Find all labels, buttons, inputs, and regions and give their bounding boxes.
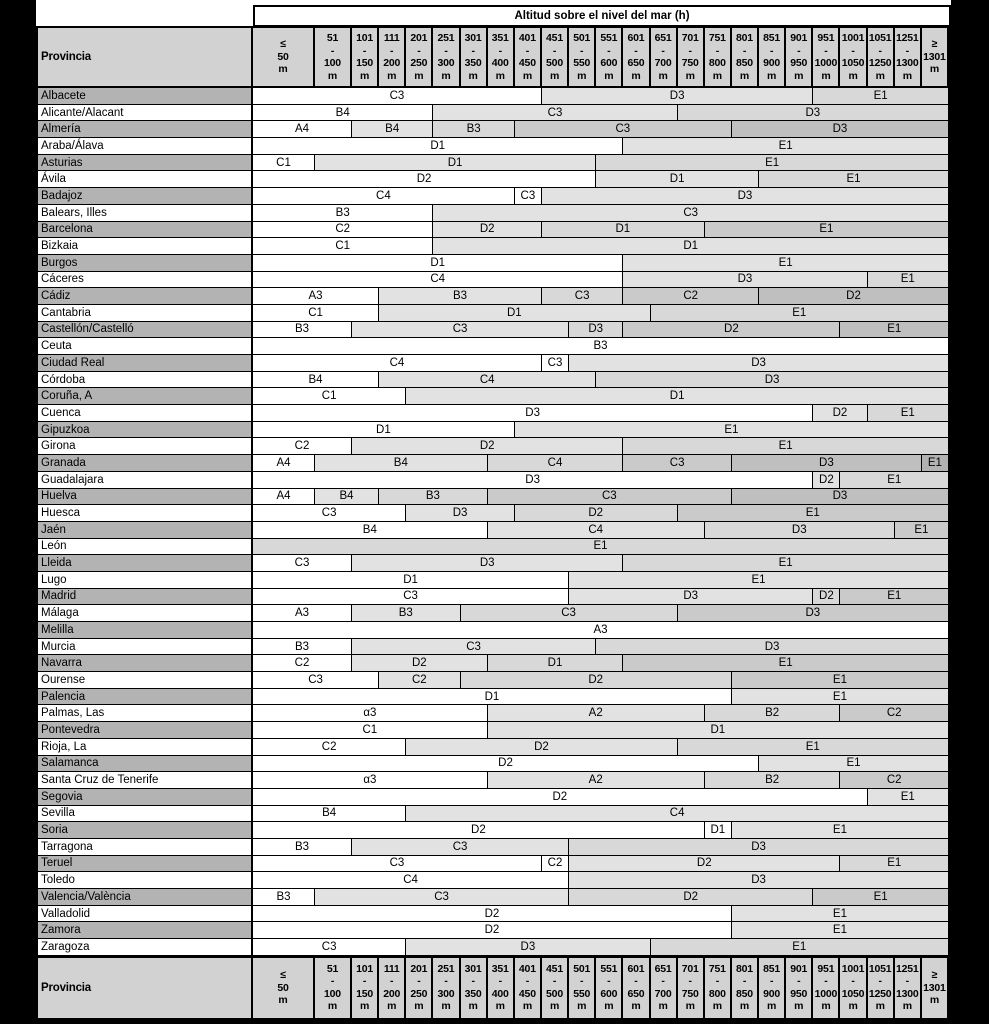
climate-zone-cell: C1 [253,238,433,255]
climate-zone-cell: D2 [759,288,949,305]
province-cell: Almería [38,121,253,138]
climate-zone-cell: E1 [253,539,949,556]
climate-zone-cell: C3 [488,489,732,506]
top-altitude-column-header: 111 - 200 m [379,28,406,88]
province-cell: Tarragona [38,839,253,856]
top-altitude-column-header: 401 - 450 m [515,28,542,88]
bottom-altitude-column-header: 601 - 650 m [623,956,650,1018]
climate-zone-cell: D1 [433,238,949,255]
climate-zone-cell: D3 [542,188,949,205]
climate-zone-cell: C1 [253,305,379,322]
province-cell: Rioja, La [38,739,253,756]
climate-zone-cell: D2 [253,922,732,939]
climate-zone-cell: E1 [678,739,949,756]
bottom-altitude-column-header: 111 - 200 m [379,956,406,1018]
province-cell: Madrid [38,589,253,606]
province-cell: Teruel [38,856,253,873]
climate-zone-cell: C3 [352,839,569,856]
bottom-altitude-column-header: 901 - 950 m [786,956,813,1018]
province-cell: Lugo [38,572,253,589]
climate-zone-cell: C4 [253,272,623,289]
top-altitude-column-header: 201 - 250 m [406,28,433,88]
climate-zone-cell: B3 [253,839,352,856]
province-cell: Sevilla [38,806,253,823]
province-cell: Zamora [38,922,253,939]
climate-zone-cell: D2 [813,472,840,489]
top-altitude-column-header: 601 - 650 m [623,28,650,88]
bottom-altitude-column-header: 51 - 100 m [315,956,352,1018]
climate-zone-cell: D2 [352,438,623,455]
climate-zone-cell: C3 [352,322,569,339]
province-cell: Málaga [38,605,253,622]
bottom-altitude-column-header: 251 - 300 m [433,956,460,1018]
province-cell: Badajoz [38,188,253,205]
province-cell: Araba/Álava [38,138,253,155]
province-cell: Zaragoza [38,939,253,956]
climate-zone-cell: D3 [406,505,515,522]
climate-zone-cell: D2 [461,672,732,689]
climate-zone-cell: E1 [596,155,949,172]
top-altitude-column-header: 701 - 750 m [678,28,705,88]
bottom-altitude-column-header: ≥ 1301 m [922,956,949,1018]
province-cell: Castellón/Castelló [38,322,253,339]
climate-zone-cell: D2 [406,739,677,756]
bottom-altitude-column-header: 651 - 700 m [651,956,678,1018]
climate-zone-cell: E1 [813,889,949,906]
climate-zone-cell: D3 [569,872,949,889]
climate-zone-cell: A3 [253,622,949,639]
climate-zone-cell: E1 [623,438,949,455]
climate-zone-cell: E1 [840,856,949,873]
climate-zone-cell: B3 [379,489,488,506]
bottom-altitude-column-header: 1051 - 1250 m [868,956,895,1018]
climate-zone-cell: D3 [596,639,949,656]
province-cell: Albacete [38,88,253,105]
province-cell: Granada [38,455,253,472]
climate-zone-cell: B4 [253,372,379,389]
bottom-altitude-column-header: 951 - 1000 m [813,956,840,1018]
climate-zone-cell: E1 [922,455,949,472]
province-cell: Cuenca [38,405,253,422]
bottom-altitude-column-header: 301 - 350 m [461,956,488,1018]
altitude-band-title: Altitud sobre el nivel del mar (h) [253,5,951,27]
climate-zone-cell: B3 [253,889,315,906]
top-altitude-column-header: 951 - 1000 m [813,28,840,88]
bottom-altitude-column-header: 551 - 600 m [596,956,623,1018]
climate-zone-cell: D3 [732,121,949,138]
climate-zone-cell: E1 [868,789,949,806]
climate-zone-cell: D1 [596,171,759,188]
bottom-altitude-column-header: ≤ 50 m [253,956,315,1018]
province-cell: Melilla [38,622,253,639]
climate-zone-cell: C3 [623,455,732,472]
bottom-altitude-column-header: 1251 - 1300 m [895,956,922,1018]
top-altitude-column-header: 251 - 300 m [433,28,460,88]
climate-zone-cell: C2 [623,288,759,305]
climate-zone-cell: B2 [705,705,841,722]
province-cell: Soria [38,822,253,839]
bottom-altitude-column-header: 501 - 550 m [569,956,596,1018]
climate-zone-cell: D1 [542,222,705,239]
climate-zone-cell: C3 [253,672,379,689]
climate-zone-cell: D1 [253,689,732,706]
bottom-altitude-column-header: 801 - 850 m [732,956,759,1018]
top-altitude-column-header: 851 - 900 m [759,28,786,88]
climate-zone-cell: C2 [253,655,352,672]
climate-zone-cell: C3 [253,555,352,572]
climate-zone-cell: D3 [253,405,813,422]
climate-zone-cell: E1 [732,689,949,706]
climate-zone-cell: C3 [515,188,542,205]
climate-zone-cell: E1 [759,171,949,188]
top-altitude-column-header: 301 - 350 m [461,28,488,88]
climate-zone-cell: E1 [515,422,949,439]
climate-zone-cell: B3 [433,121,514,138]
climate-zone-cell: D2 [253,822,705,839]
climate-zone-cell: C4 [406,806,949,823]
climate-zone-cell: C3 [542,288,623,305]
climate-zone-cell: D1 [315,155,596,172]
province-cell: Cáceres [38,272,253,289]
bottom-altitude-column-header: 101 - 150 m [352,956,379,1018]
province-cell: Girona [38,438,253,455]
climate-zone-cell: A2 [488,705,705,722]
climate-zone-cell: C4 [379,372,596,389]
province-cell: Huesca [38,505,253,522]
climate-zone-cell: B4 [315,489,379,506]
province-cell: Murcia [38,639,253,656]
climate-zone-cell: D3 [596,372,949,389]
climate-zone-cell: B3 [253,639,352,656]
climate-zone-cell: B4 [352,121,433,138]
province-cell: Toledo [38,872,253,889]
climate-zone-cell: D1 [253,255,623,272]
climate-zone-cell: D2 [569,889,813,906]
top-altitude-column-header: 51 - 100 m [315,28,352,88]
climate-zone-cell: D2 [253,906,732,923]
climate-zone-cell: C2 [253,438,352,455]
climate-zone-cell: E1 [732,672,949,689]
province-cell: Valladolid [38,906,253,923]
top-provincia-header-cell: Provincia [38,28,253,88]
climate-zone-cell: C4 [253,355,542,372]
climate-zone-cell: C2 [379,672,460,689]
province-cell: Santa Cruz de Tenerife [38,772,253,789]
climate-zone-cell: A2 [488,772,705,789]
climate-zone-cell: A3 [253,605,352,622]
climate-zone-cell: B4 [315,455,488,472]
climate-zone-cell: D2 [623,322,840,339]
climate-zone-cell: D3 [623,272,867,289]
climate-zone-cell: C3 [253,939,406,956]
province-cell: Ourense [38,672,253,689]
climate-zone-cell: D2 [352,655,488,672]
province-cell: Balears, Illes [38,205,253,222]
climate-zone-cell: B2 [705,772,841,789]
bottom-altitude-column-header: 851 - 900 m [759,956,786,1018]
climate-zone-cell: C2 [253,222,433,239]
climate-zone-cell: D1 [253,572,569,589]
climate-zone-cell: α3 [253,705,488,722]
climate-zone-cell: E1 [759,756,949,773]
climate-zone-cell: C3 [515,121,732,138]
province-cell: Ceuta [38,338,253,355]
climate-zone-cell: E1 [569,572,949,589]
climate-zone-cell: C1 [253,388,406,405]
province-cell: Pontevedra [38,722,253,739]
climate-zone-cell: B3 [379,288,542,305]
climate-zone-cell: D2 [515,505,678,522]
climate-zone-cell: D3 [569,322,623,339]
climate-zone-cell: C1 [253,722,488,739]
climate-zone-cell: E1 [732,906,949,923]
climate-zone-cell: E1 [732,822,949,839]
top-altitude-column-header: ≤ 50 m [253,28,315,88]
climate-zone-cell: E1 [813,88,949,105]
climate-zone-cell: D3 [678,605,949,622]
climate-zone-cell: D1 [488,655,624,672]
climate-zone-cell: D1 [253,422,515,439]
climate-zone-cell: D3 [732,489,949,506]
climate-zone-cell: E1 [678,505,949,522]
climate-zone-cell: E1 [840,322,949,339]
climate-zone-cell: C2 [253,739,406,756]
bottom-provincia-header-cell: Provincia [38,956,253,1018]
climate-zone-cell: C4 [488,455,624,472]
climate-zone-cell: D2 [813,405,867,422]
climate-zone-cell: E1 [623,138,949,155]
climate-zone-cell: D3 [569,589,813,606]
province-cell: Cádiz [38,288,253,305]
climate-zone-cell: D2 [813,589,840,606]
top-altitude-column-header: 651 - 700 m [651,28,678,88]
top-altitude-column-header: 901 - 950 m [786,28,813,88]
climate-zone-cell: B3 [253,205,433,222]
top-altitude-column-header: 101 - 150 m [352,28,379,88]
top-altitude-column-header: 1251 - 1300 m [895,28,922,88]
climate-zone-cell: E1 [651,305,950,322]
top-altitude-column-header: 1001 - 1050 m [840,28,867,88]
climate-zone-cell: B4 [253,522,488,539]
climate-zone-cell: B3 [253,338,949,355]
province-cell: Cantabria [38,305,253,322]
climate-zone-cell: D3 [569,355,949,372]
climate-zone-cell: C2 [542,856,569,873]
climate-zone-cell: B3 [352,605,461,622]
province-cell: Bizkaia [38,238,253,255]
climate-zone-cell: D3 [253,472,813,489]
climate-zone-cell: C3 [542,355,569,372]
climate-zone-cell: E1 [623,655,949,672]
climate-zone-cell: C3 [433,205,949,222]
climate-zone-cell: D1 [379,305,650,322]
climate-zone-cell: C3 [433,105,677,122]
climate-zone-cell: D2 [253,756,759,773]
climate-zone-cell: E1 [623,555,949,572]
top-altitude-column-header: 351 - 400 m [488,28,515,88]
climate-zone-cell: E1 [623,255,949,272]
climate-zone-cell: C4 [488,522,705,539]
climate-zone-cell: C3 [352,639,596,656]
province-cell: Navarra [38,655,253,672]
bottom-altitude-column-header: 401 - 450 m [515,956,542,1018]
province-cell: Palmas, Las [38,705,253,722]
climate-zone-cell: α3 [253,772,488,789]
climate-zone-cell: D2 [569,856,840,873]
climate-zone-cell: D3 [406,939,650,956]
climate-zone-cell: D3 [678,105,949,122]
climate-zone-cell: D1 [253,138,623,155]
province-cell: Asturias [38,155,253,172]
climate-zone-cell: D1 [705,822,732,839]
climate-zone-table [36,26,951,1020]
bottom-altitude-column-header: 201 - 250 m [406,956,433,1018]
climate-zone-cell: A4 [253,489,315,506]
province-cell: Guadalajara [38,472,253,489]
top-altitude-column-header: 551 - 600 m [596,28,623,88]
climate-zone-cell: C2 [840,705,949,722]
province-cell: Segovia [38,789,253,806]
province-cell: Ávila [38,171,253,188]
climate-zone-cell: E1 [868,405,949,422]
climate-zone-cell: C4 [253,872,569,889]
document-page [36,0,951,1020]
bottom-altitude-column-header: 751 - 800 m [705,956,732,1018]
climate-zone-cell: B4 [253,105,433,122]
province-cell: Barcelona [38,222,253,239]
climate-zone-cell: D2 [433,222,542,239]
climate-zone-cell: D1 [406,388,949,405]
climate-zone-cell: E1 [840,472,949,489]
province-cell: Gipuzkoa [38,422,253,439]
climate-zone-cell: C3 [253,856,542,873]
climate-zone-cell: D2 [253,171,596,188]
province-cell: Jaén [38,522,253,539]
climate-zone-cell: E1 [840,589,949,606]
climate-zone-cell: B4 [253,806,406,823]
climate-zone-cell: C3 [253,589,569,606]
climate-zone-cell: E1 [651,939,950,956]
climate-zone-cell: E1 [705,222,949,239]
climate-zone-cell: D3 [732,455,922,472]
climate-zone-cell: E1 [895,522,949,539]
climate-zone-cell: D3 [542,88,813,105]
climate-zone-cell: C3 [461,605,678,622]
province-cell: León [38,539,253,556]
province-cell: Valencia/València [38,889,253,906]
bottom-altitude-column-header: 351 - 400 m [488,956,515,1018]
climate-zone-cell: C4 [253,188,515,205]
bottom-altitude-column-header: 451 - 500 m [542,956,569,1018]
top-altitude-column-header: 751 - 800 m [705,28,732,88]
top-altitude-column-header: ≥ 1301 m [922,28,949,88]
climate-zone-cell: C1 [253,155,315,172]
bottom-altitude-column-header: 1001 - 1050 m [840,956,867,1018]
climate-zone-cell: B3 [253,322,352,339]
climate-zone-cell: A3 [253,288,379,305]
province-cell: Salamanca [38,756,253,773]
province-cell: Coruña, A [38,388,253,405]
climate-zone-cell: D3 [352,555,623,572]
climate-zone-cell: D2 [253,789,868,806]
province-cell: Palencia [38,689,253,706]
climate-zone-cell: E1 [868,272,949,289]
bottom-altitude-column-header: 701 - 750 m [678,956,705,1018]
climate-zone-cell: C3 [315,889,569,906]
climate-zone-cell: D3 [705,522,895,539]
climate-zone-cell: A4 [253,455,315,472]
climate-zone-cell: E1 [732,922,949,939]
province-cell: Alicante/Alacant [38,105,253,122]
top-altitude-column-header: 1051 - 1250 m [868,28,895,88]
climate-zone-cell: C2 [840,772,949,789]
top-altitude-column-header: 451 - 500 m [542,28,569,88]
province-cell: Córdoba [38,372,253,389]
province-cell: Ciudad Real [38,355,253,372]
top-altitude-column-header: 801 - 850 m [732,28,759,88]
province-cell: Burgos [38,255,253,272]
climate-zone-cell: D3 [569,839,949,856]
climate-zone-cell: C3 [253,505,406,522]
climate-zone-cell: A4 [253,121,352,138]
climate-zone-cell: C3 [253,88,542,105]
climate-zone-cell: D1 [488,722,949,739]
top-altitude-column-header: 501 - 550 m [569,28,596,88]
province-cell: Lleida [38,555,253,572]
province-cell: Huelva [38,489,253,506]
